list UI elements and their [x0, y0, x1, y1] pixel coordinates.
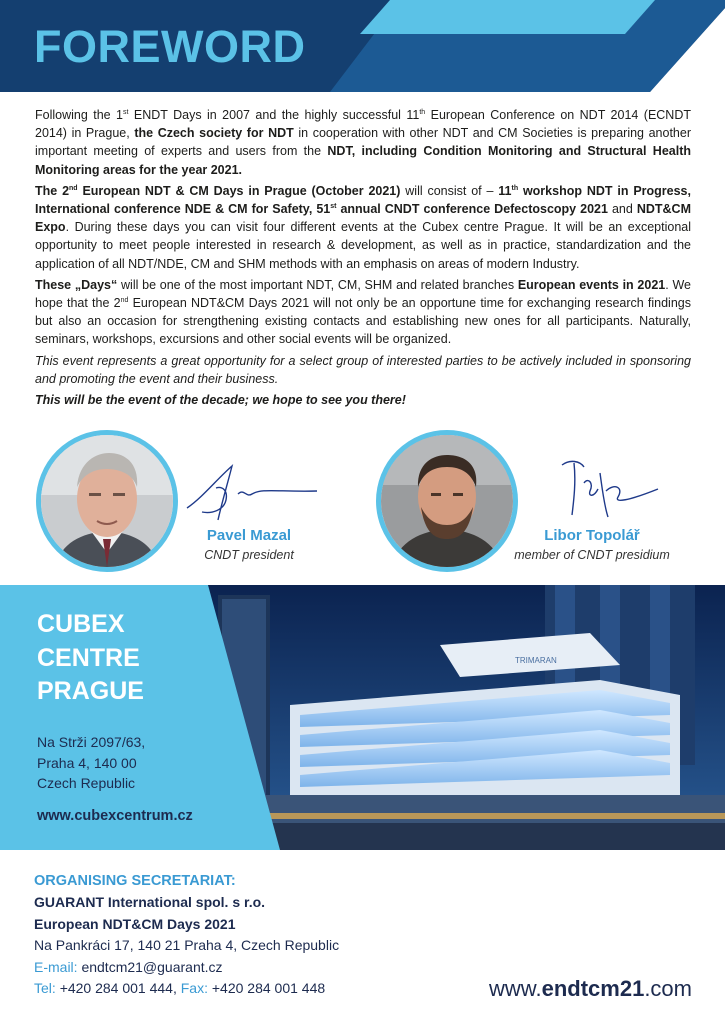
venue-name — [37, 608, 207, 709]
phone-line — [34, 978, 339, 1000]
person-role: member of CNDT presidium — [514, 548, 670, 562]
text-run: will be one of the most important NDT, CM, SHM and related branches — [117, 277, 518, 292]
superscript: st — [123, 108, 129, 116]
page-title: FOREWORD — [34, 21, 306, 72]
paragraph-2 — [35, 182, 691, 273]
superscript: th — [511, 184, 519, 192]
text-run: European NDT&CM Days 2021 will not only be an opportune time for exchanging research findings but also an occasion for strengthening existing contacts and establishing new ones for all participants. Naturally, seminars, workshops, excursions and other social events will be organized. — [35, 296, 691, 347]
secretariat-block — [34, 871, 339, 1000]
venue-address — [37, 732, 145, 794]
signature-pavel-mazal — [182, 458, 322, 528]
paragraph-4: This event represents a great opportunity for a select group of interested parties to be actively included in sponsoring and promoting the event and their business. — [35, 353, 691, 386]
superscript: th — [419, 108, 426, 116]
event-website-link[interactable] — [489, 976, 692, 1002]
signature-libor-topolar — [554, 453, 664, 528]
text-bold: NDT, including Condition Monitoring and Structural Health Monitoring areas for the year 2021. — [35, 144, 691, 177]
secretariat-heading: ORGANISING SECRETARIAT: — [34, 873, 236, 889]
address-line: Praha 4, 140 00 — [37, 754, 137, 771]
text-run: will consist of – — [400, 183, 499, 198]
site-suffix: .com — [644, 976, 692, 1001]
text-run: . We hope that the 2 — [35, 277, 691, 311]
text-run: in cooperation with other NDT and CM Societies is preparing another important meeting of experts and users from the — [35, 126, 692, 159]
text-bold: annual CNDT conference Defectoscopy 2021 — [336, 202, 608, 217]
text-run: ENDT Days in 2007 and the highly successful 11 — [128, 108, 420, 122]
person-photo — [381, 435, 513, 567]
venue-name-line: PRAGUE — [37, 677, 144, 705]
paragraph-1 — [35, 106, 691, 179]
person-name: Libor Topolář — [544, 527, 640, 544]
text-run: European Conference on NDT 2014 (ECNDT 2014) in Prague, — [35, 108, 691, 141]
site-prefix: www. — [489, 976, 542, 1001]
person-role: CNDT president — [204, 548, 294, 562]
site-name: endtcm21 — [541, 976, 645, 1001]
text-run: and — [607, 202, 637, 217]
text-bold: European events in 2021 — [517, 277, 666, 292]
person-name: Pavel Mazal — [206, 527, 292, 544]
text-bold: These „Days“ — [35, 277, 118, 292]
tel-number: +420 284 001 444, — [59, 980, 177, 996]
text-bold: European NDT & CM Days in Prague (October 2021) — [77, 183, 401, 198]
address-line: Czech Republic — [37, 775, 136, 791]
event-name: European NDT&CM Days 2021 — [34, 915, 236, 932]
text-bold: NDT&CM Expo — [35, 202, 691, 235]
text-bold: The 2 — [35, 183, 70, 198]
text-bold: 11 — [498, 183, 512, 198]
superscript: st — [330, 202, 337, 210]
foreword-text — [35, 106, 691, 412]
fax-label: Fax: — [180, 980, 208, 996]
text-run: Following the 1 — [35, 108, 123, 122]
secretariat-address: Na Pankráci 17, 140 21 Praha 4, Czech Republic — [34, 937, 340, 953]
paragraph-3 — [35, 276, 691, 349]
building-sign: TRIMARAN — [515, 656, 557, 665]
text-run: . During these days you can visit four different events at the Cubex centre Prague. It will be an exceptional opportunity to meet people interested in research & development, as well as in practice, standardization and the application of all NDT/NDE, CM and SHM methods with an emphasis on areas of modern Industry. — [35, 220, 691, 271]
superscript: nd — [69, 184, 78, 192]
portrait-pavel-mazal — [36, 430, 178, 572]
fax-number: +420 284 001 448 — [211, 980, 326, 996]
header-band — [0, 0, 725, 92]
email-link[interactable]: endtcm21@guarant.cz — [81, 958, 223, 975]
header-accent-stripe — [360, 0, 655, 34]
text-bold: workshop NDT in Progress, International conference NDE & CM for Safety, 51 — [35, 183, 691, 217]
email-line — [34, 957, 339, 979]
tel-label: Tel: — [34, 980, 56, 996]
portrait-libor-topolar — [376, 430, 518, 572]
venue-name-line: CUBEX — [37, 610, 125, 638]
email-label: E-mail: — [34, 958, 78, 975]
address-line: Na Strži 2097/63, — [37, 734, 146, 750]
company-name: GUARANT International spol. s r.o. — [34, 894, 266, 910]
paragraph-5: This will be the event of the decade; we hope to see you there! — [35, 393, 406, 408]
superscript: nd — [120, 296, 129, 304]
venue-website-link[interactable]: www.cubexcentrum.cz — [37, 808, 193, 824]
person-photo — [41, 435, 173, 567]
venue-name-line: CENTRE — [37, 643, 140, 672]
text-bold: the Czech society for NDT — [134, 126, 294, 141]
